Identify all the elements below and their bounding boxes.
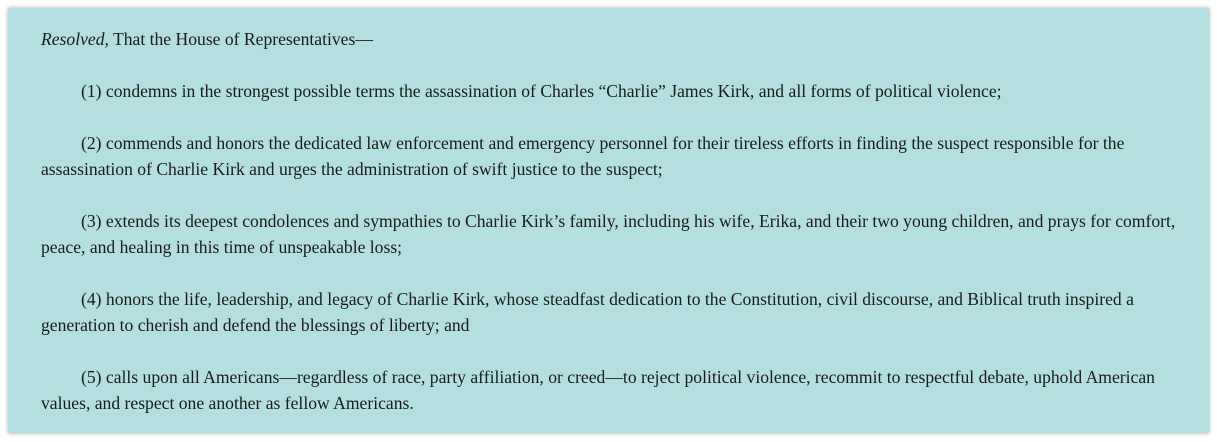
- resolved-label: Resolved,: [41, 29, 109, 49]
- resolution-intro: [41, 26, 1179, 52]
- clause-4: (4) honors the life, leadership, and legacy of Charlie Kirk, whose steadfast dedication to the Constitution, civil discourse, and Biblical truth inspired a generation to cherish and defend the blessings of liberty; and: [41, 289, 1134, 335]
- clause-1: (1) condemns in the strongest possible terms the assassination of Charles “Charlie” James Kirk, and all forms of political violence;: [81, 81, 1002, 101]
- clause-3: (3) extends its deepest condolences and sympathies to Charlie Kirk’s family, including his wife, Erika, and their two young children, and prays for comfort, peace, and healing in this time of unspeakable loss;: [41, 211, 1176, 257]
- clause-5: (5) calls upon all Americans—regardless of race, party affiliation, or creed—to reject political violence, recommit to respectful debate, uphold American values, and respect one another as fellow Americans.: [41, 367, 1155, 413]
- resolution-intro-text: That the House of Representatives—: [108, 29, 373, 49]
- resolution-panel: [8, 8, 1209, 433]
- clause-2: (2) commends and honors the dedicated law enforcement and emergency personnel for their tireless efforts in finding the suspect responsible for the assassination of Charlie Kirk and urges the administration of swift justice to the suspect;: [41, 133, 1125, 179]
